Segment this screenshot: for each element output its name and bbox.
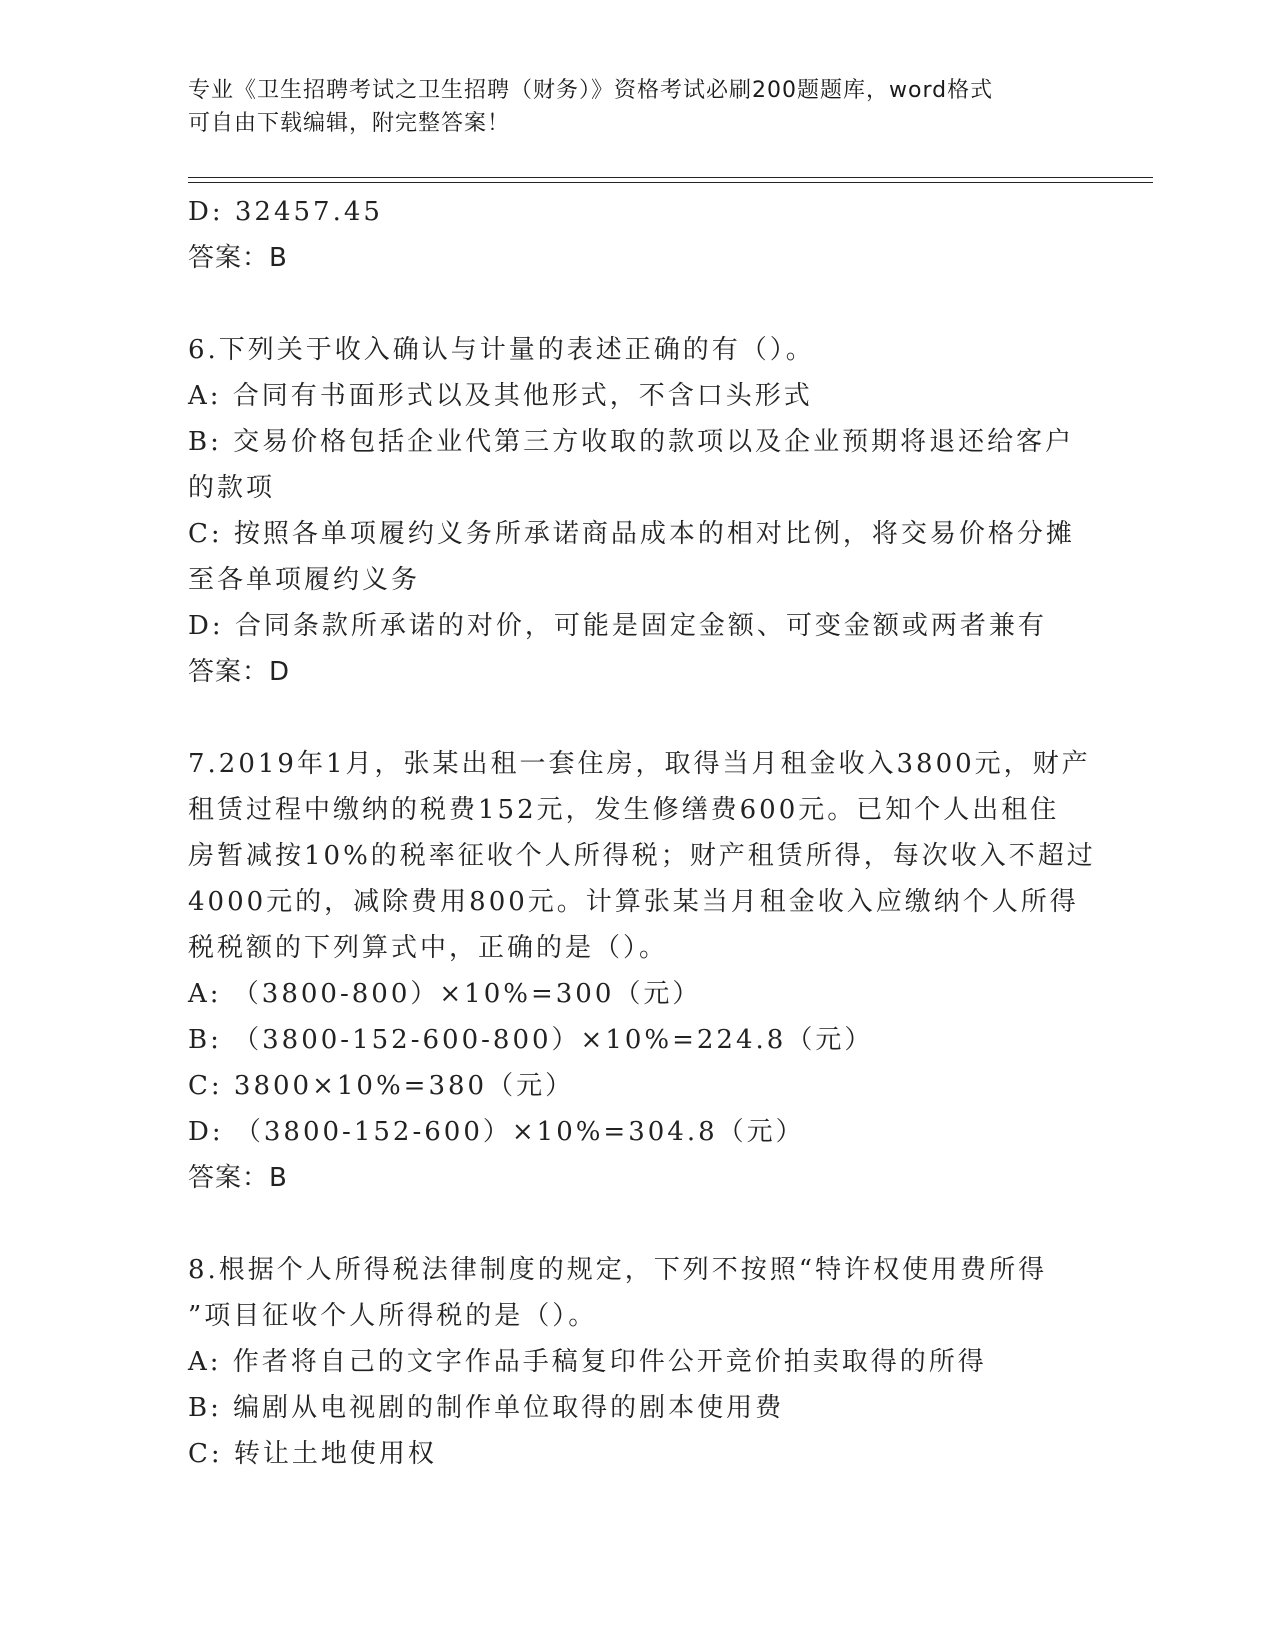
- q6-option-c-line-2: 至各单项履约义务: [188, 565, 421, 595]
- q6-option-b-line-1: B: 交易价格包括企业代第三方收取的款项以及企业预期将退还给客户: [188, 427, 1075, 457]
- q8-option-b: B: 编剧从电视剧的制作单位取得的剧本使用费: [188, 1393, 785, 1423]
- header-rule-bottom: [188, 182, 1153, 183]
- q7-option-b: B: （3800-152-600-800）×10%=224.8（元）: [188, 1025, 874, 1055]
- q7-stem-line-4: 4000元的，减除费用800元。计算张某当月租金收入应缴纳个人所得: [188, 887, 1079, 917]
- spacer: [188, 695, 1088, 741]
- header-line-1: 专业《卫生招聘考试之卫生招聘（财务）》资格考试必刷200题题库，word格式: [188, 78, 994, 103]
- q7-stem-line-1: 7.2019年1月，张某出租一套住房，取得当月租金收入3800元，财产: [188, 749, 1091, 779]
- question-7: [188, 741, 1096, 1201]
- document-header: [188, 74, 1078, 140]
- question-5-tail: [188, 189, 1088, 281]
- q7-stem-line-3: 房暂减按10%的税率征收个人所得税；财产租赁所得，每次收入不超过: [188, 841, 1096, 871]
- q6-option-a: A: 合同有书面形式以及其他形式，不含口头形式: [188, 381, 813, 411]
- spacer: [188, 1201, 1088, 1247]
- q6-stem: 6.下列关于收入确认与计量的表述正确的有（）。: [188, 335, 815, 365]
- q7-option-c: C: 3800×10%=380（元）: [188, 1071, 575, 1101]
- q8-option-c: C: 转让土地使用权: [188, 1439, 437, 1469]
- q6-answer: 答案：D: [188, 657, 291, 687]
- q7-stem-line-2: 租赁过程中缴纳的税费152元，发生修缮费600元。已知个人出租住: [188, 795, 1060, 825]
- q7-option-a: A: （3800-800）×10%=300（元）: [188, 979, 702, 1009]
- q7-stem-line-5: 税税额的下列算式中，正确的是（）。: [188, 933, 669, 963]
- q5-answer: 答案：B: [188, 243, 288, 273]
- header-rule-top: [188, 177, 1153, 178]
- q8-stem-line-1: 8.根据个人所得税法律制度的规定，下列不按照“特许权使用费所得: [188, 1255, 1048, 1285]
- q5-option-d: D: 32457.45: [188, 197, 383, 227]
- question-8: [188, 1247, 1088, 1477]
- q6-option-b-line-2: 的款项: [188, 473, 276, 503]
- q6-option-d: D: 合同条款所承诺的对价，可能是固定金额、可变金额或两者兼有: [188, 611, 1047, 641]
- question-6: [188, 327, 1088, 695]
- q6-option-c-line-1: C: 按照各单项履约义务所承诺商品成本的相对比例，将交易价格分摊: [188, 519, 1075, 549]
- q7-answer: 答案：B: [188, 1163, 288, 1193]
- header-line-2: 可自由下载编辑，附完整答案！: [188, 111, 511, 136]
- document-body: [188, 189, 1096, 1477]
- q8-option-a: A: 作者将自己的文字作品手稿复印件公开竞价拍卖取得的所得: [188, 1347, 987, 1377]
- spacer: [188, 281, 1088, 327]
- q8-stem-line-2: ”项目征收个人所得税的是（）。: [188, 1301, 598, 1331]
- q7-option-d: D: （3800-152-600）×10%=304.8（元）: [188, 1117, 805, 1147]
